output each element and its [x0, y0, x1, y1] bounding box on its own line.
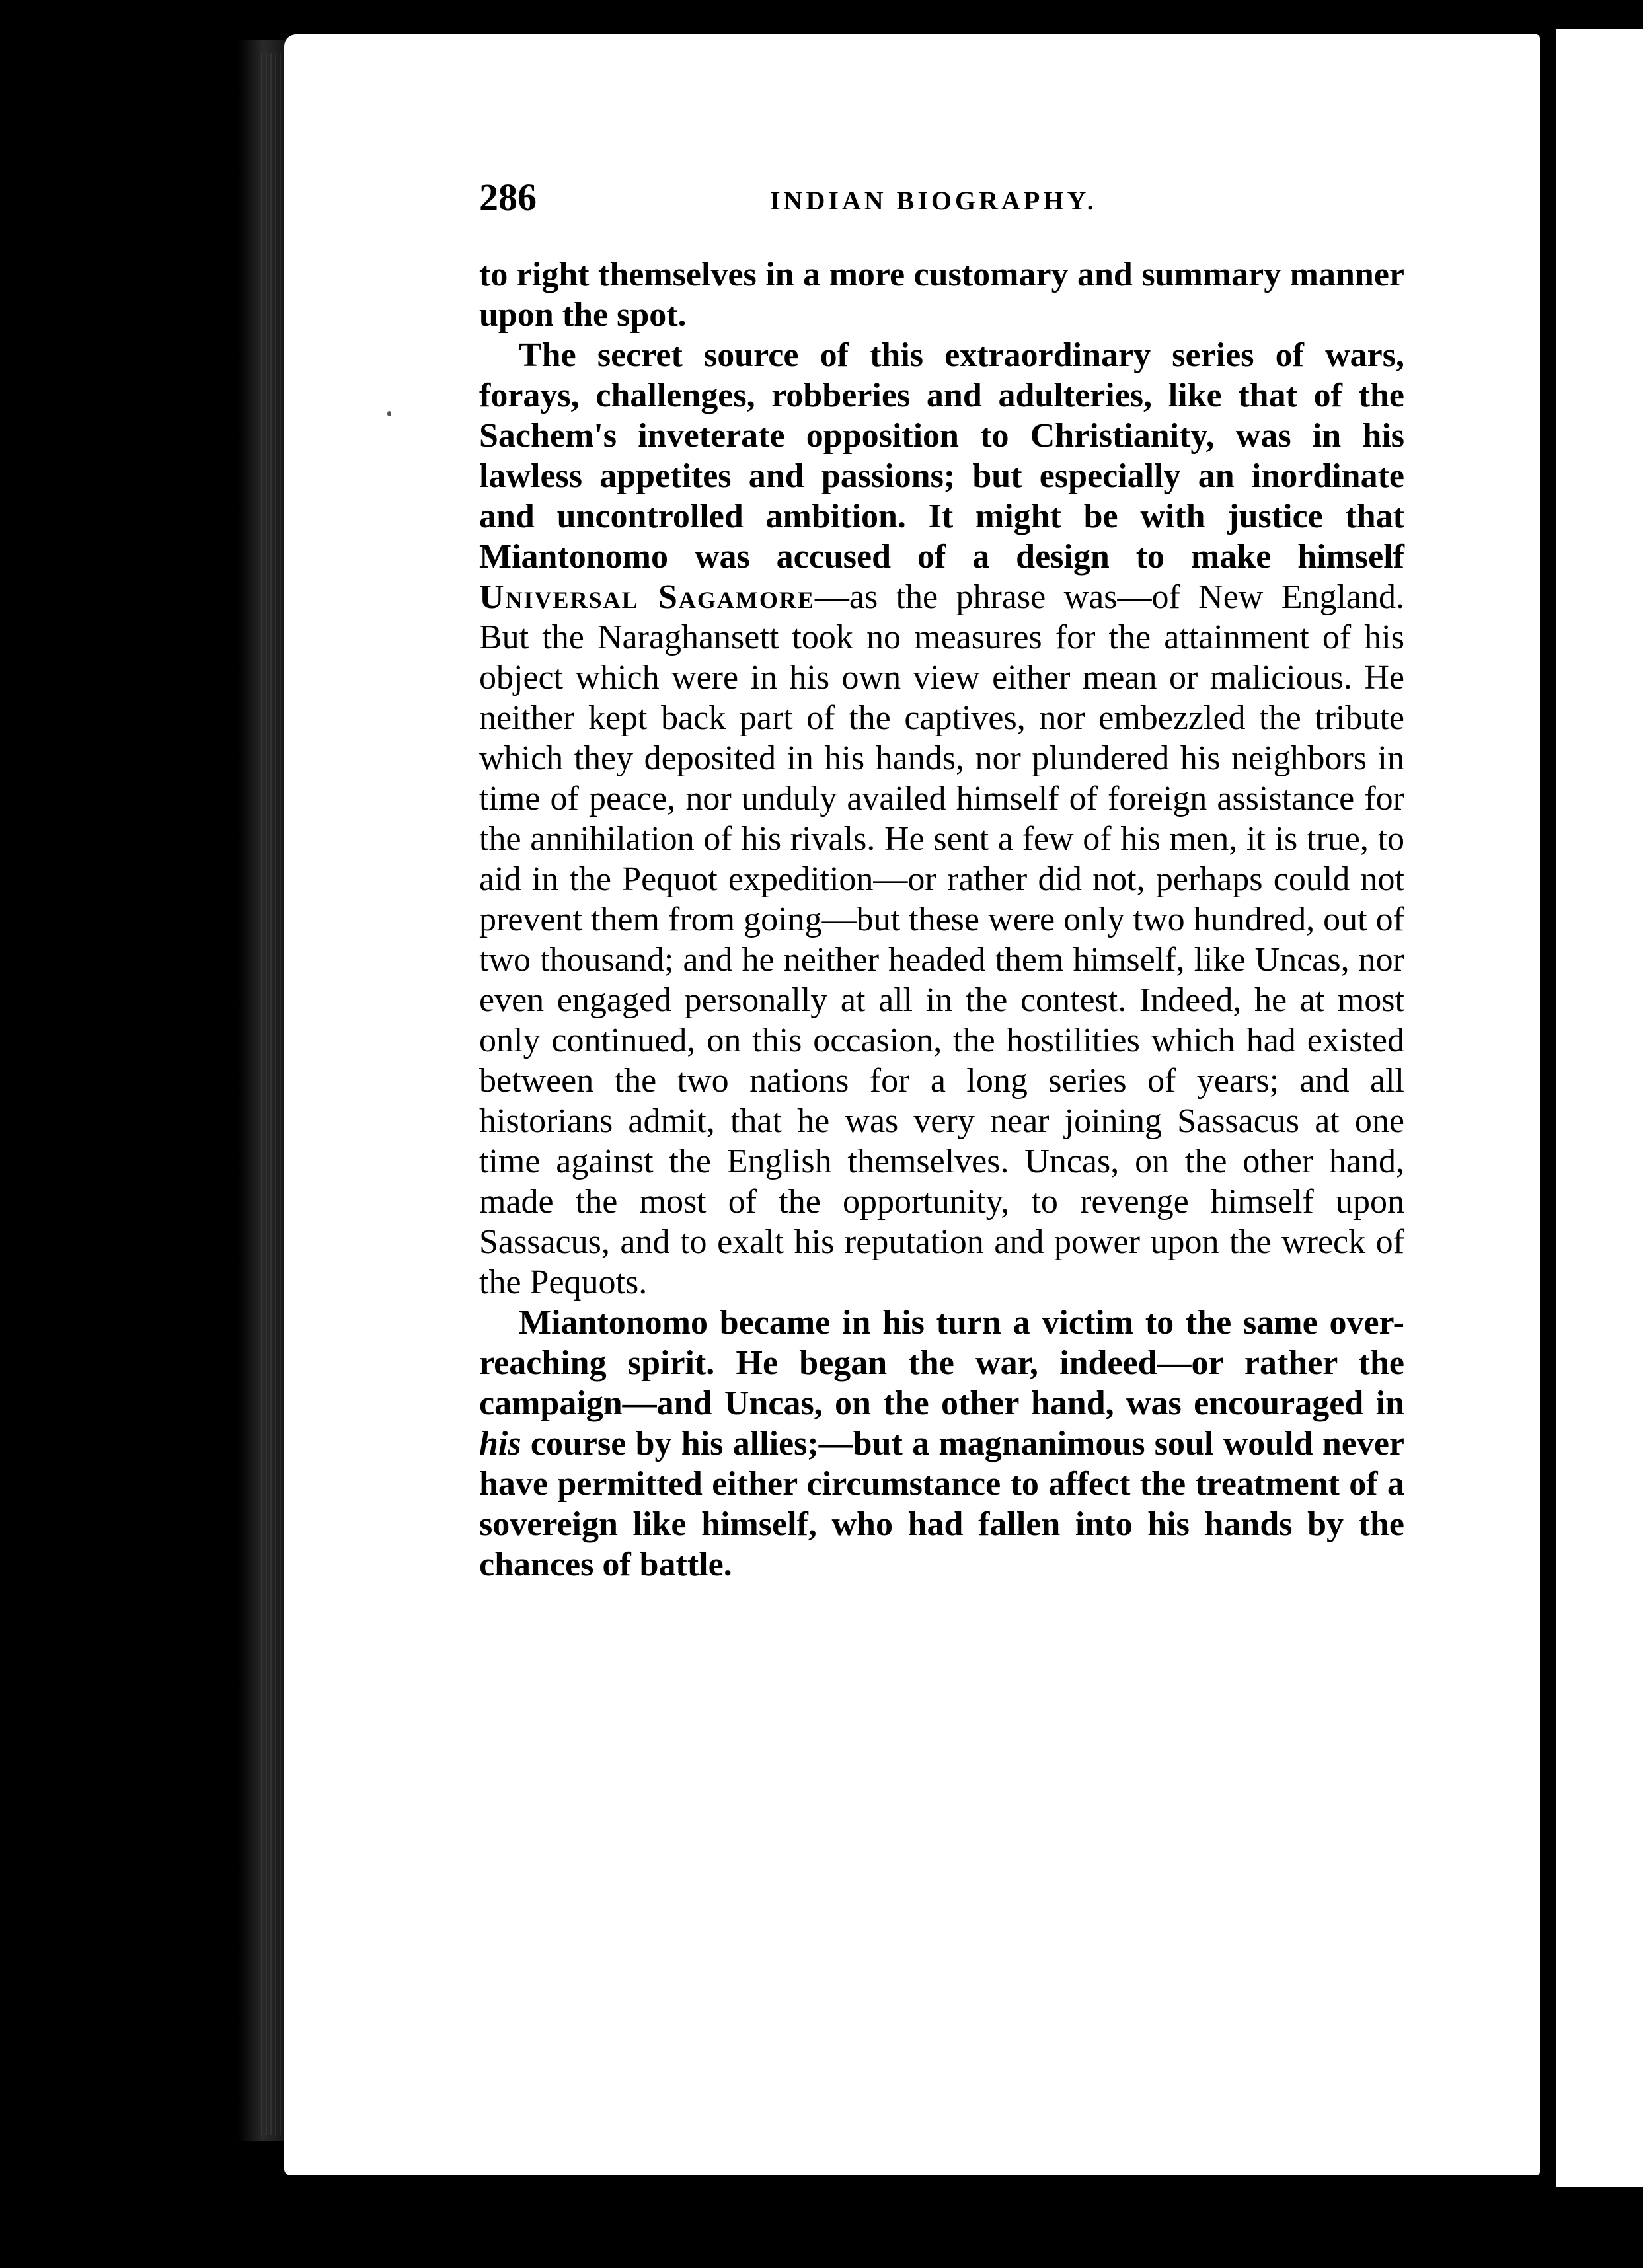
ink-speck [387, 411, 391, 416]
paragraph-3-italic-his: his [479, 1425, 521, 1462]
paragraph-2 [479, 335, 1404, 1303]
universal-sagamore-smallcaps: Universal Sagamore [479, 578, 815, 616]
paragraph-2-part-b: —as the phrase was—of New England. But the Naraghansett took no measures for the attainment of his object which were in his own view either mean or malicious. He neither kept back part of the captives, nor embezzled the tribute which they deposited in his hands, nor plundered his neighbors in time of peace, nor unduly availed himself of foreign assistance for the annihilation of his rivals. He sent a few of his men, it is true, to aid in the Pequot expedition—or rather did not, perhaps could not prevent them from going—but these were only two hundred, out of two thousand; and he neither headed them himself, like Uncas, nor even engaged personally at all in the contest. Indeed, he at most only continued, on this occasion, the hostilities which had existed between the two nations for a long series of years; and all historians admit, that he was very near joining Sassacus at one time against the English themselves. Uncas, on the other hand, made the most of the opportunity, to revenge himself upon Sassacus, and to exalt his reputation and power upon the wreck of the Pequots. [479, 578, 1404, 1301]
paragraph-3-part-b: course by his allies;—but a magnanimous soul would never have permitted either circumstance to affect the treatment of a sovereign like himself, who had fallen into his hands by the chances of battle. [479, 1425, 1404, 1583]
paragraph-3 [479, 1303, 1404, 1585]
page-number: 286 [479, 176, 537, 219]
page-header [479, 178, 1414, 225]
facing-page-edge [1545, 29, 1643, 2187]
running-head: INDIAN BIOGRAPHY. [770, 186, 1097, 215]
paragraph-3-part-a: Miantonomo became in his turn a victim to the same over-reaching spirit. He began the war, indeed—or rather the campaign—and Uncas, on the other hand, was encouraged in [479, 1304, 1404, 1422]
paragraph-1: to right themselves in a more customary and summary manner upon the spot. [479, 256, 1404, 334]
paragraph-2-part-a: The secret source of this extraordinary series of wars, forays, challenges, robberies and adulteries, like that of the Sachem's inveterate opposition to Christianity, was in his lawless appetites and passions; but especially an inordinate and uncontrolled ambition. It might be with justice that Miantonomo was accused of a design to make himself [479, 336, 1404, 576]
page-body [479, 254, 1404, 1585]
